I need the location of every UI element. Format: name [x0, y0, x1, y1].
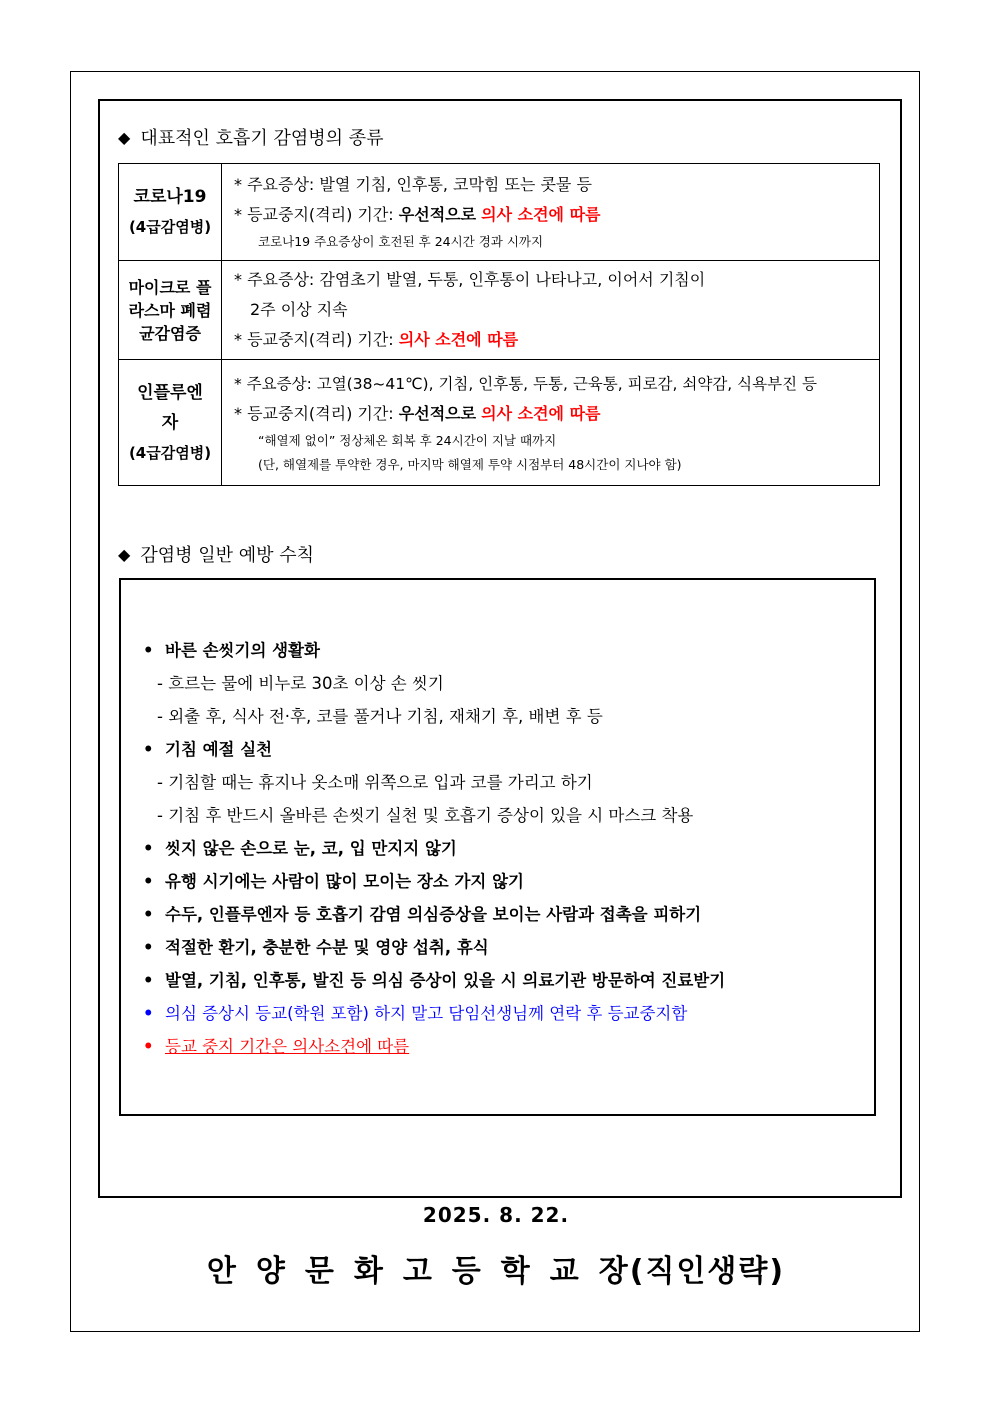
rule-text: 적절한 환기, 충분한 수분 및 영양 섭취, 휴식 — [165, 938, 489, 957]
symptom-text: * 주요증상: 감염초기 발열, 두통, 인후통이 나타나고, 이어서 기침이 — [234, 270, 706, 289]
disease-table — [118, 163, 880, 486]
suspension-doctor: 의사 소견에 따름 — [481, 403, 601, 423]
symptom-text-cont: 2주 이상 지속 — [250, 300, 348, 319]
rule-item-red — [143, 1030, 725, 1063]
symptom-text: * 주요증상: 고열(38~41℃), 기침, 인후통, 두통, 근육통, 피로감, 쇠약감, 식욕부진 등 — [234, 374, 817, 393]
rule-subitem: - 외출 후, 식사 전·후, 코를 풀거나 기침, 재채기 후, 배변 후 등 — [157, 707, 603, 726]
bullet-icon: • — [143, 905, 154, 924]
bullet-icon: • — [143, 971, 154, 990]
rule-subitem: - 기침할 때는 휴지나 옷소매 위쪽으로 입과 코를 가리고 하기 — [157, 773, 593, 792]
rule-item — [143, 832, 725, 865]
rule-subitem: - 기침 후 반드시 올바른 손씻기 실천 및 호흡기 증상이 있을 시 마스크 착용 — [157, 806, 694, 825]
signature-suffix: 장(직인생략) — [598, 1254, 786, 1289]
suspension-label: * 등교중지(격리) 기간: — [234, 330, 399, 349]
bullet-icon: • — [143, 1037, 154, 1056]
suspension-note: 코로나19 주요증상이 호전된 후 24시간 경과 시까지 — [258, 234, 544, 249]
disease-name-cell — [119, 360, 222, 486]
rule-item — [143, 634, 725, 667]
suspension-doctor: 의사 소견에 따름 — [481, 205, 601, 224]
disease-name: 인플루엔자 — [137, 382, 203, 433]
bullet-icon: • — [143, 1004, 154, 1023]
rule-item — [143, 865, 725, 898]
rule-text: 등교 중지 기간은 의사소견에 따름 — [165, 1037, 410, 1056]
rule-text: 의심 증상시 등교(학원 포함) 하지 말고 담임선생님께 연락 후 등교중지함 — [165, 1004, 688, 1023]
disease-name: 마이크로 플라스마 폐렴균감염증 — [128, 277, 212, 343]
disease-name: 코로나19 — [133, 187, 207, 207]
suspension-priority: 우선적으로 — [398, 403, 477, 423]
rule-item — [143, 964, 725, 997]
rule-item — [143, 931, 725, 964]
suspension-line — [234, 200, 871, 230]
suspension-label: * 등교중지(격리) 기간: — [234, 205, 399, 224]
bullet-icon: • — [143, 641, 154, 660]
suspension-label: * 등교중지(격리) 기간: — [234, 403, 399, 423]
suspension-priority: 우선적으로 — [398, 205, 477, 224]
document-date: 2025. 8. 22. — [422, 1203, 570, 1227]
rule-text: 바른 손씻기의 생활화 — [165, 641, 320, 660]
diamond-bullet-icon: ◆ — [118, 127, 131, 147]
section-title-prevention — [118, 541, 314, 567]
rule-text: 수두, 인플루엔자 등 호흡기 감염 의심증상을 보이는 사람과 접촉을 피하기 — [165, 905, 702, 924]
rule-text: 발열, 기침, 인후통, 발진 등 의심 증상이 있을 시 의료기관 방문하여 진료받기 — [165, 971, 726, 990]
disease-detail-cell — [222, 164, 880, 261]
suspension-note: “해열제 없이” 정상체온 회복 후 24시간이 지날 때까지 — [258, 432, 557, 448]
suspension-doctor: 의사 소견에 따름 — [398, 330, 519, 349]
school-name: 안양문화고등학교 — [206, 1254, 599, 1289]
diamond-bullet-icon: ◆ — [118, 544, 131, 564]
disease-grade: (4급감염병) — [128, 443, 212, 462]
prevention-rules-list — [143, 634, 725, 1063]
rule-text: 유행 시기에는 사람이 많이 모이는 장소 가지 않기 — [165, 872, 524, 891]
suspension-line — [234, 325, 871, 355]
disease-row-covid — [119, 164, 880, 261]
bullet-icon: • — [143, 938, 154, 957]
bullet-icon: • — [143, 872, 154, 891]
disease-name-cell — [119, 261, 222, 360]
symptom-text: * 주요증상: 발열 기침, 인후통, 코막힘 또는 콧물 등 — [234, 175, 592, 194]
bullet-icon: • — [143, 740, 154, 759]
disease-detail-cell — [222, 360, 880, 486]
rule-item-blue — [143, 997, 725, 1030]
disease-detail-cell — [222, 261, 880, 360]
section-title-text: 감염병 일반 예방 수칙 — [140, 545, 314, 566]
disease-row-influenza — [119, 360, 880, 486]
rule-item — [143, 733, 725, 766]
section-title-text: 대표적인 호흡기 감염병의 종류 — [140, 128, 384, 149]
rule-subitem: - 흐르는 물에 비누로 30초 이상 손 씻기 — [157, 674, 444, 693]
rule-text: 기침 예절 실천 — [165, 740, 273, 759]
disease-row-mycoplasma — [119, 261, 880, 360]
suspension-line — [234, 399, 871, 429]
suspension-note: (단, 해열제를 투약한 경우, 마지막 해열제 투약 시점부터 48시간이 지나야 함) — [258, 456, 682, 472]
bullet-icon: • — [143, 839, 154, 858]
disease-grade: (4급감염병) — [128, 218, 212, 236]
disease-name-cell — [119, 164, 222, 261]
section-title-respiratory — [118, 124, 384, 150]
rule-item — [143, 898, 725, 931]
rule-text: 씻지 않은 손으로 눈, 코, 입 만지지 않기 — [165, 839, 457, 858]
principal-signature — [0, 1246, 992, 1290]
prevention-rules-box — [119, 578, 876, 1116]
